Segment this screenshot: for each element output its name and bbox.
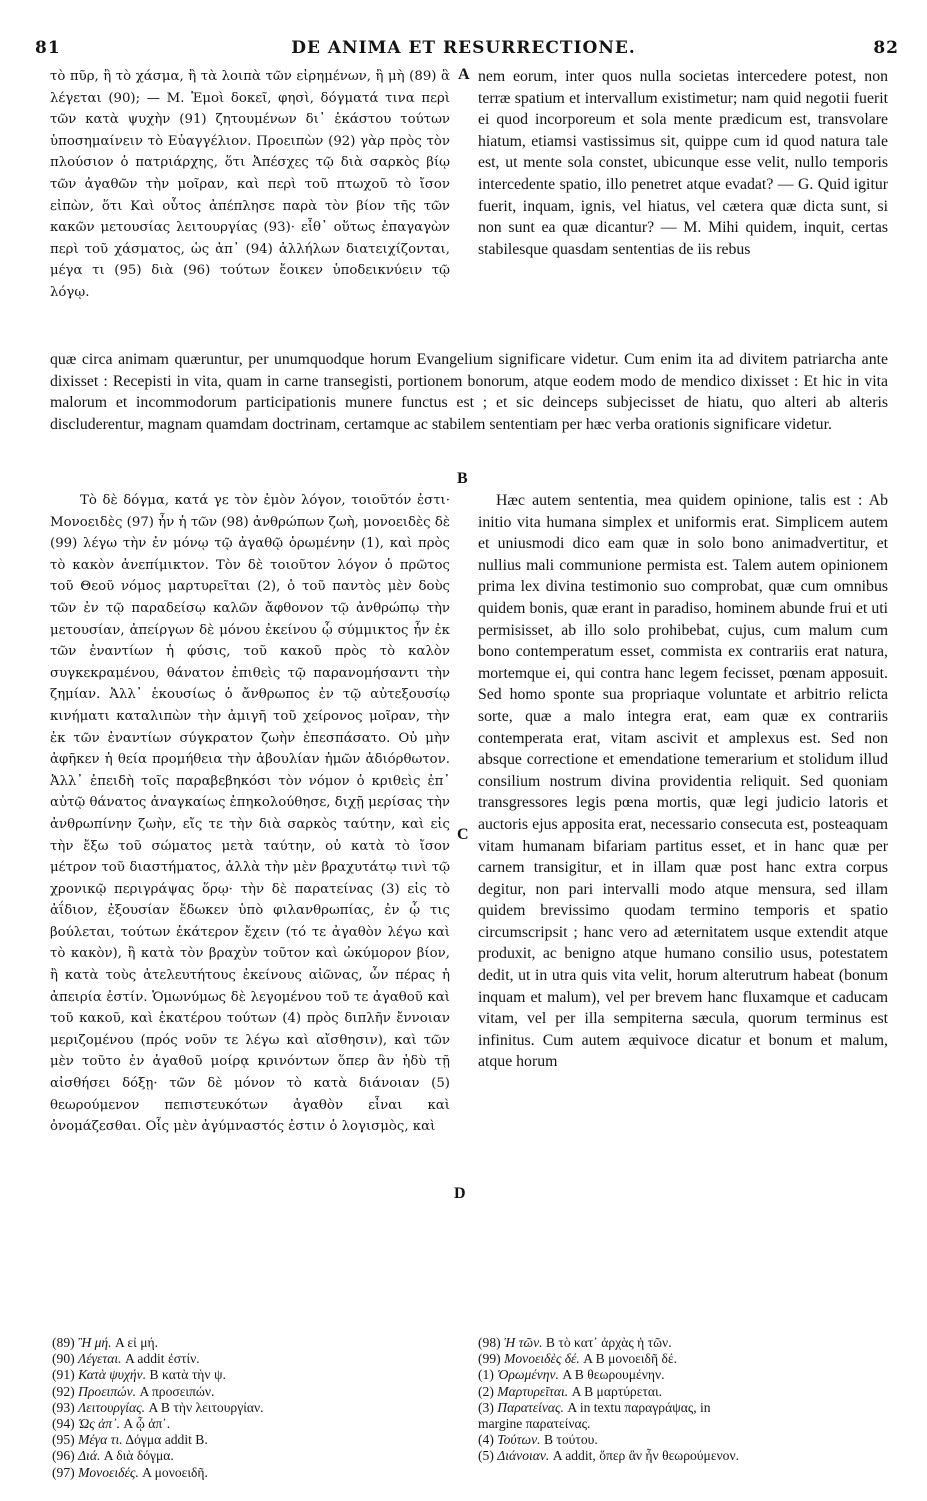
latin-column-top bbox=[478, 66, 888, 260]
footnote: (2) Μαρτυρεῖται. A B μαρτύρεται. bbox=[478, 1383, 663, 1399]
footnote: (90) Λέγεται. A addit ἐστίν. bbox=[52, 1351, 200, 1367]
footnotes-left bbox=[52, 1335, 452, 1481]
footnote: (97) Μονοειδές. A μονοειδῆ. bbox=[52, 1464, 208, 1480]
greek-paragraph-top: τὸ πῦρ, ἢ τὸ χάσμα, ἢ τὰ λοιπὰ τῶν εἰρημένων, ἢ μὴ (89) ἃ λέγεται (90); — Μ. Ἐμοὶ δοκεῖ, φησὶ, δόγματά τινα περὶ τῶν κατὰ ψυχὴν (91) ζητουμένων δι᾽ ἑκάστου τούτων ὑποσημαίνειν τὸ Εὐαγγέλιον. Προειπὼν (92) γὰρ πρὸς τὸν πλούσιον ὁ πατριάρχης, ὅτι Ἀπέσχες τῷ διὰ σαρκὸς βίῳ τῶν ἀγαθῶν τὴν μοῖραν, καὶ περὶ τοῦ πτωχοῦ τὸ ἴσον εἰπὼν, ὅτι Καὶ οὗτος ἀπέπλησε παρὰ τὸν βίον τῆς τῶν κακῶν μετουσίας λειτουργίας (93)· εἶθ᾽ οὕτως ἐπαγαγὼν περὶ τοῦ χάσματος, ὡς ἀπ᾽ (94) ἀλλήλων διατειχίζονται, μέγα τι (95) διὰ (96) τούτων ἔοικεν ὑποδεικνύειν τῷ λόγῳ. bbox=[50, 69, 450, 300]
footnote: (89) Ἢ μή. A εἰ μή. bbox=[52, 1335, 158, 1350]
latin-column-main bbox=[478, 490, 888, 1073]
greek-column-top bbox=[50, 66, 450, 304]
footnote: (92) Προειπών. A προσειπών. bbox=[52, 1383, 215, 1399]
footnote-continuation: margine παρατείνας. bbox=[478, 1416, 591, 1432]
greek-column-main bbox=[50, 490, 450, 1138]
margin-marker-b: B bbox=[457, 470, 468, 487]
page-number-left: 81 bbox=[35, 38, 61, 58]
footnote: (4) Τούτων. B τούτου. bbox=[478, 1432, 598, 1448]
footnote: (99) Μονοειδὲς δέ. A B μονοειδῆ δέ. bbox=[478, 1351, 677, 1367]
latin-fullwidth-text: quæ circa animam quæruntur, per unumquodque horum Evangelium significare videtur. Cum enim ita ad divitem patriarcha ante dixisset : Recepisti in vita, quam in carne transegisti, portionem bonorum, atque eodem modo de mendico dixisset : Et hic in vita malorum et incommodorum participationis munere functus est ; et sic deinceps subjecisset de hiatu, quo alteri ab alteris discluderentur, magnam quamdam doctrinam, certamque ac stabilem sententiam per hæc verba orationis significare videtur. bbox=[50, 351, 888, 434]
page-number-right: 82 bbox=[873, 38, 899, 58]
footnote: (93) Λειτουργίας. A B τὴν λειτουργίαν. bbox=[52, 1399, 264, 1415]
footnote: (94) Ὡς ἀπ᾽. A ᾧ ἀπ᾽. bbox=[52, 1416, 171, 1432]
footnotes-right bbox=[478, 1335, 888, 1465]
footnote: (91) Κατὰ ψυχήν. B κατὰ τὴν ψ. bbox=[52, 1367, 226, 1383]
greek-paragraph-main: Τὸ δὲ δόγμα, κατά γε τὸν ἐμὸν λόγον, τοιοῦτόν ἐστι· Μονοειδὲς (97) ἦν ἡ τῶν (98) ἀνθρώπων ζωὴ, μονοειδὲς δὲ (99) λέγω τὴν ἐν μόνῳ τῷ ἀγαθῷ ὁρωμένην (1), καὶ πρὸς τὸ κακὸν ἀνεπίμικτον. Τὸν δὲ τοιοῦτον λόγον ὁ πρῶτος τοῦ Θεοῦ νόμος μαρτυρεῖται (2), ὁ τοῦ παντὸς μὲν δοὺς τῶν ἐν τῷ παραδείσῳ καλῶν ἄφθονον τῷ ἀνθρώπῳ τὴν μετουσίαν, ἀπείργων δὲ μόνου ἐκείνου ᾧ σύμμικτος ἦν ἐκ τῶν ἐναντίων ἡ φύσις, τοῦ κακοῦ πρὸς τὸ καλὸν συγκεκραμένου, θάνατον ἐπιθεὶς τῷ παρανομήσαντι τὴν ζημίαν. Ἀλλ᾽ ἑκουσίως ὁ ἄνθρωπος ἐν τῷ αὐτεξουσίῳ κινήματι καταλιπὼν τὴν ἀμιγῆ τοῦ χείρονος μοῖραν, τὴν ἐκ τῶν ἐναντίων σύγκρατον ζωὴν ἐπεσπάσατο. Οὐ μὴν ἀφῆκεν ἡ θεία προμήθεια τὴν ἀβουλίαν ἡμῶν ἀδιόρθωτον. Ἀλλ᾽ ἐπειδὴ τοῖς παραβεβηκόσι τὸν νόμον ὁ κριθεὶς ἐπ᾽ αὐτῷ θάνατος ἀναγκαίως ἐπηκολούθησε, διχῇ μερίσας τὴν ἀνθρωπίνην ζωὴν, εἴς τε τὴν διὰ σαρκὸς ταύτην, καὶ εἰς τὴν ἔξω τοῦ σώματος μετὰ ταύτην, οὐ κατὰ τὸ ἴσον μέτρον τοῦ διαστήματος, ἀλλὰ τὴν μὲν βραχυτάτῳ τινὶ τῷ χρονικῷ περιγράψας ὅρῳ· τὴν δὲ παρατείνας (3) εἰς τὸ ἀΐδιον, ἐξουσίαν ἔδωκεν ὑπὸ φιλανθρωπίας, ἐν ᾧ τις βούλεται, τούτων ἑκάτερον ἔχειν (τό τε ἀγαθὸν λέγω καὶ τὸ κακὸν), ἢ κατὰ τὸν βραχὺν τοῦτον καὶ ὠκύμορον βίον, ἢ κατὰ τοὺς ἀτελευτήτους ἐκείνους αἰῶνας, ὧν πέρας ἡ ἀπειρία ἐστίν. Ὁμωνύμως δὲ λεγομένου τοῦ τε ἀγαθοῦ καὶ τοῦ κακοῦ, καὶ ἑκατέρου τούτων (4) πρὸς διπλῆν ἔννοιαν μεριζομένου (πρός νοῦν τε λέγω καὶ αἴσθησιν), καὶ τῶν μὲν τοῦτο ἐν ἀγαθοῦ μοίρᾳ κρινόντων ὅπερ ἂν ἡδὺ τῇ αἰσθήσει δόξῃ· τῶν δὲ μόνον τὸ κατὰ διάνοιαν (5) θεωρούμενον πεπιστευκότων ἀγαθὸν εἶναι καὶ ὀνομάζεσθαι. Οἷς μὲν ἀγύμναστός ἐστιν ὁ λογισμὸς, καὶ bbox=[50, 493, 450, 1135]
footnote: (98) Ἡ τῶν. B τὸ κατ᾽ ἀρχὰς ἡ τῶν. bbox=[478, 1335, 672, 1350]
margin-marker-c: C bbox=[457, 826, 469, 843]
margin-marker-a: A bbox=[458, 66, 470, 83]
footnote: (1) Ὁρωμένην. A B θεωρουμένην. bbox=[478, 1367, 665, 1383]
running-title: DE ANIMA ET RESURRECTIONE. bbox=[291, 38, 636, 58]
footnote: (3) Παρατείνας. A in textu παραγράψας, in bbox=[478, 1399, 711, 1415]
margin-marker-d: D bbox=[454, 1185, 466, 1202]
footnote: (95) Μέγα τι. Δόγμα addit B. bbox=[52, 1432, 208, 1448]
footnote: (96) Διά. A διὰ δόγμα. bbox=[52, 1448, 174, 1464]
latin-paragraph-main: Hæc autem sententia, mea quidem opinione, talis est : Ab initio vita humana simplex et uniformis erat. Simplicem autem et uniusmodi dico eam quæ in solo bono animadvertitur, et nullius mali communione permista est. Talem autem opinionem prima lex divina testimonio suo comprobat, quæ cum omnibus quidem bonis, quæ erant in paradiso, hominem abunde frui et uti permisisset, ab illo solo prohibebat, cujus, cum malum cum bono contemperatum esset, commista ex contrariis erat natura, mortemque ei, qui contra hanc legem fecisset, pœnam apposuit. Sed homo sponte sua propriaque voluntate et arbitrio relicta sorte, quæ a malo integra erat, eam quæ ex contrariis contemperata erat, vitam ascivit et amplexus est. Sed non absque correctione et emendatione temerarium et stolidum illud consilium nostrum divina providentia reliquit. Sed quoniam transgressores legis pœna mortis, quæ legi judicio latoris et auctoris ejus apposita erat, necessario consecuta est, posteaquam vitam humanam bifariam partitus esset, et in hanc quæ per carnem transigitur, et in illam quæ post hanc extra corpus degitur, non pari intervalli modo atque mensura, sed illam quidem brevissimo quodam termino temporis et spatio circumscripsit ; hanc vero ad æternitatem usque extendit atque produxit, ac benigno atque humano consilio usus, potestatem dedit, ut in utra quis vita velit, horum alterutrum habeat (bonum inquam et malum), vel per brevem hanc fluxamque et caducam vitam, vel per illa sempiterna sæcula, quorum terminus est infinitus. Cum autem æquivoce dicatur et bonum et malum, atque horum bbox=[478, 492, 888, 1071]
latin-fullwidth-paragraph bbox=[50, 349, 888, 436]
footnote: (5) Διάνοιαν. A addit, ὅπερ ἂν ἦν θεωρούμενον. bbox=[478, 1448, 740, 1464]
latin-paragraph-top: nem eorum, inter quos nulla societas intercedere potest, non terræ spatium et intervallum existimetur; nam quid negotii fuerit ei quod incorporeum et sola mente prædicum est, transvolare hiatum, etiamsi vastissimus sit, quippe cum id quod natura tale est, ut mente sola constet, ubicunque esse velit, nullo temporis intercedente spatio, illo penetret atque evadat? — G. Quid igitur fuerit, inquam, ignis, vel hiatus, vel cætera quæ dicta sunt, si non sunt ea quæ dicantur? — M. Mihi quidem, inquit, certas stabilesque quasdam sententias de iis rebus bbox=[478, 68, 888, 258]
